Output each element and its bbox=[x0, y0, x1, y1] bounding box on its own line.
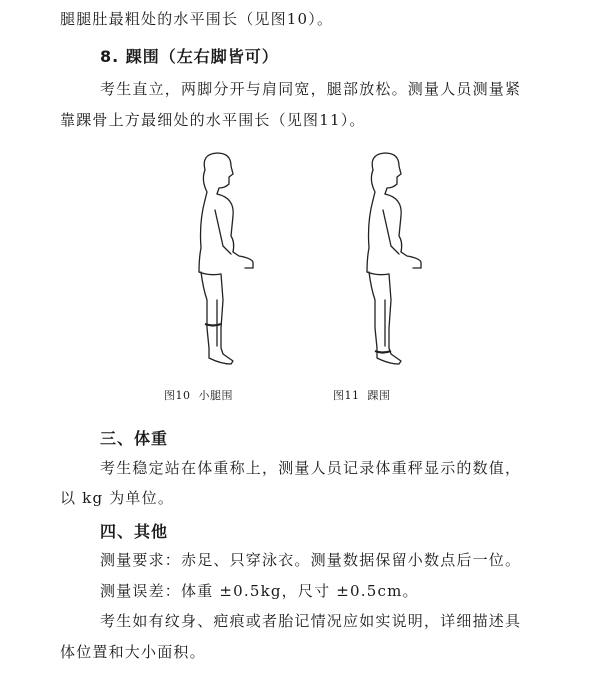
figure-11-ankle-measurement-illustration bbox=[333, 150, 433, 375]
section-4-text-line-3: 考生如有纹身、疤痕或者胎记情况应如实说明，详细描述具 bbox=[100, 612, 522, 630]
figure-11-number: 图11 bbox=[333, 389, 360, 402]
figure-10-label: 小腿围 bbox=[198, 389, 233, 402]
section-4-text-line-4: 体位置和大小面积。 bbox=[60, 643, 206, 661]
figure-11-label: 踝围 bbox=[367, 389, 391, 402]
section-3-text-line-2: 以 kg 为单位。 bbox=[60, 489, 175, 507]
figure-11-caption bbox=[333, 387, 391, 403]
section-8-text-line-2: 靠踝骨上方最细处的水平围长（见图11）。 bbox=[60, 111, 366, 129]
paragraph-continuation: 腿腿肚最粗处的水平围长（见图10）。 bbox=[60, 10, 334, 28]
section-8-text-line-1: 考生直立，两脚分开与肩同宽，腿部放松。测量人员测量紧 bbox=[100, 80, 522, 98]
section-3-heading: 三、体重 bbox=[100, 429, 169, 448]
section-4-heading: 四、其他 bbox=[100, 522, 169, 541]
figure-10-calf-measurement-illustration bbox=[165, 150, 265, 375]
section-3-text-line-1: 考生稳定站在体重称上，测量人员记录体重秤显示的数值， bbox=[100, 459, 522, 477]
section-4-text-line-1: 测量要求：赤足、只穿泳衣。测量数据保留小数点后一位。 bbox=[100, 551, 522, 569]
section-4-text-line-2: 测量误差：体重 ±0.5kg，尺寸 ±0.5cm。 bbox=[100, 582, 419, 600]
figure-10-number: 图10 bbox=[164, 389, 191, 402]
figure-10-caption bbox=[164, 387, 233, 403]
section-8-heading: 8. 踝围（左右脚皆可） bbox=[100, 47, 279, 66]
